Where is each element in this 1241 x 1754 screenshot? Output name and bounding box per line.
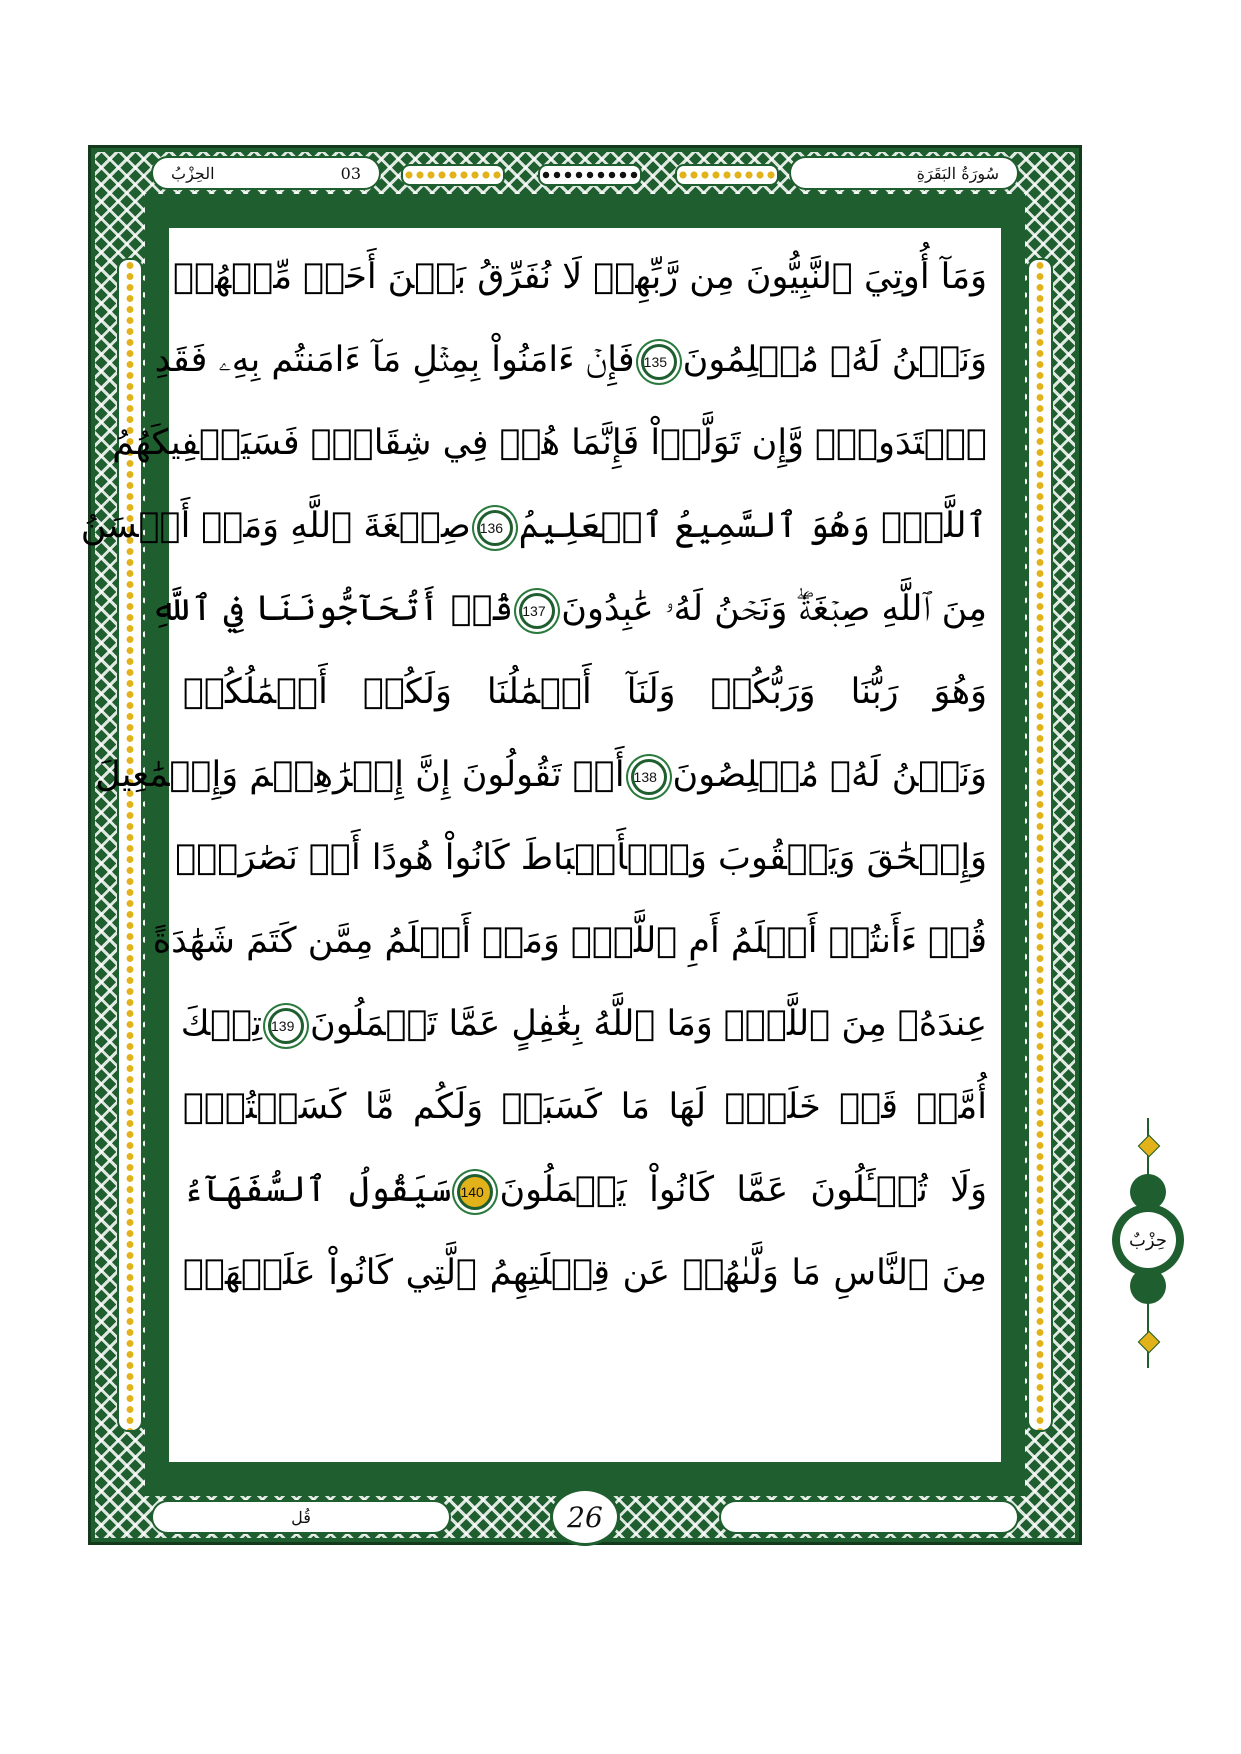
- page-number: 26: [550, 1488, 620, 1546]
- ayah-number-marker: 137: [519, 593, 555, 629]
- verse-line: [112, 402, 991, 485]
- verse-line: [154, 319, 991, 402]
- ayah-number-marker: 139: [268, 1008, 304, 1044]
- surah-name: سُورَةُ البَقَرَةِ: [916, 163, 999, 183]
- ayah-number-marker: 135: [641, 344, 677, 380]
- verse-text: ٱللَّهُۚ وَهُوَ ٱلسَّمِيعُ ٱلۡعَلِيمُ: [518, 506, 987, 546]
- verse-text: قُلۡ ءَأَنتُمۡ أَعۡلَمُ أَمِ ٱللَّهُۗ وَمَنۡ أَظۡلَمُ مِمَّن كَتَمَ شَهَٰدَةً: [152, 921, 987, 961]
- catchword: قُل: [291, 1507, 311, 1527]
- verse-text: ٱهۡتَدَواْۖ وَّإِن تَوَلَّوۡاْ فَإِنَّمَا هُمۡ فِي شِقَاقٖۖ فَسَيَكۡفِيكَهُمُ: [112, 423, 987, 463]
- text-panel: [80, 226, 1003, 1464]
- footer-right-cartouche: [719, 1500, 1019, 1534]
- verse-line: [179, 1149, 991, 1232]
- marker-diamond-bottom: [1138, 1331, 1161, 1354]
- hizb-cartouche: [151, 156, 381, 190]
- verse-text: وَإِسۡحَٰقَ وَيَعۡقُوبَ وَٱلۡأَسۡبَاطَ كَانُواْ هُودًا أَوۡ نَصَٰرَىٰۗ: [175, 838, 987, 878]
- verse-line: [179, 983, 991, 1066]
- verse-text: وَهُوَ رَبُّنَا وَرَبُّكُمۡ وَلَنَآ أَعۡمَٰلُنَا وَلَكُمۡ أَعۡمَٰلُكُمۡ: [183, 672, 987, 712]
- right-dotted-column: [1027, 258, 1053, 1432]
- verse-text: أَمۡ تَقُولُونَ إِنَّ إِبۡرَٰهِـۧمَ وَإِسۡمَٰعِيلَ: [95, 755, 625, 795]
- verse-line: [175, 817, 991, 900]
- page-frame: [80, 145, 1082, 1545]
- header-dots-left: [401, 164, 505, 186]
- hizb-margin-marker: [1110, 1118, 1186, 1368]
- verse-text: سَيَقُولُ ٱلسُّفَهَآءُ: [183, 1170, 452, 1210]
- verse-line: [150, 568, 991, 651]
- verse-text: وَنَحۡنُ لَهُۥ مُخۡلِصُونَ: [672, 755, 987, 795]
- header-dots-right: [675, 164, 779, 186]
- verse-line: [152, 900, 991, 983]
- verse-text: مِنَ ٱللَّهِ صِبۡغَةٗۖ وَنَحۡنُ لَهُۥ عَٰبِدُونَ: [561, 589, 987, 629]
- verse-text: وَلَا تُسۡـَٔلُونَ عَمَّا كَانُواْ يَعۡمَلُونَ: [499, 1170, 987, 1210]
- verse-text: أُمَّةٞ قَدۡ خَلَتۡۖ لَهَا مَا كَسَبَتۡ وَلَكُم مَّا كَسَبۡتُمۡۖ: [183, 1087, 987, 1127]
- verse-text: فَإِنۡ ءَامَنُواْ بِمِثۡلِ مَآ ءَامَنتُم بِهِۦ فَقَدِ: [154, 340, 635, 380]
- verse-line: [80, 485, 991, 568]
- verse-line: [95, 734, 991, 817]
- ayah-number-marker: 140: [457, 1174, 493, 1210]
- header-dots-center: [538, 164, 642, 186]
- verse-text: مِنَ ٱلنَّاسِ مَا وَلَّىٰهُمۡ عَن قِبۡلَتِهِمُ ٱلَّتِي كَانُواْ عَلَيۡهَاۚ: [183, 1253, 987, 1293]
- hizb-label: الحِزْبُ: [171, 163, 215, 183]
- verse-line: [179, 651, 991, 734]
- verse-text: وَمَآ أُوتِيَ ٱلنَّبِيُّونَ مِن رَّبِّهِمۡ لَا نُفَرِّقُ بَيۡنَ أَحَدٖ مِّنۡهُمۡ: [173, 257, 987, 297]
- verse-text: قُلۡ أَتُحَآجُّونَنَا فِي ٱللَّهِ: [150, 589, 514, 629]
- catchword-cartouche: [151, 1500, 451, 1534]
- verse-line: [179, 1232, 991, 1315]
- hizb-number: 03: [340, 163, 361, 183]
- marker-medallion: [1112, 1204, 1184, 1276]
- marker-label: حِزْبٌ: [1120, 1212, 1176, 1268]
- verse-text: وَنَحۡنُ لَهُۥ مُسۡلِمُونَ: [682, 340, 987, 380]
- ayah-number-marker: 138: [631, 759, 667, 795]
- ayah-number-marker: 136: [477, 510, 513, 546]
- marker-diamond-top: [1138, 1135, 1161, 1158]
- verse-text: تِلۡكَ: [180, 1004, 262, 1044]
- surah-cartouche: [789, 156, 1019, 190]
- verse-lines: [80, 236, 991, 1454]
- verse-line: [179, 1066, 991, 1149]
- verse-line: [173, 236, 991, 319]
- verse-text: صِبۡغَةَ ٱللَّهِ وَمَنۡ أَحۡسَنُ: [80, 506, 471, 546]
- verse-text: عِندَهُۥ مِنَ ٱللَّهِۗ وَمَا ٱللَّهُ بِغَٰفِلٍ عَمَّا تَعۡمَلُونَ: [310, 1004, 987, 1044]
